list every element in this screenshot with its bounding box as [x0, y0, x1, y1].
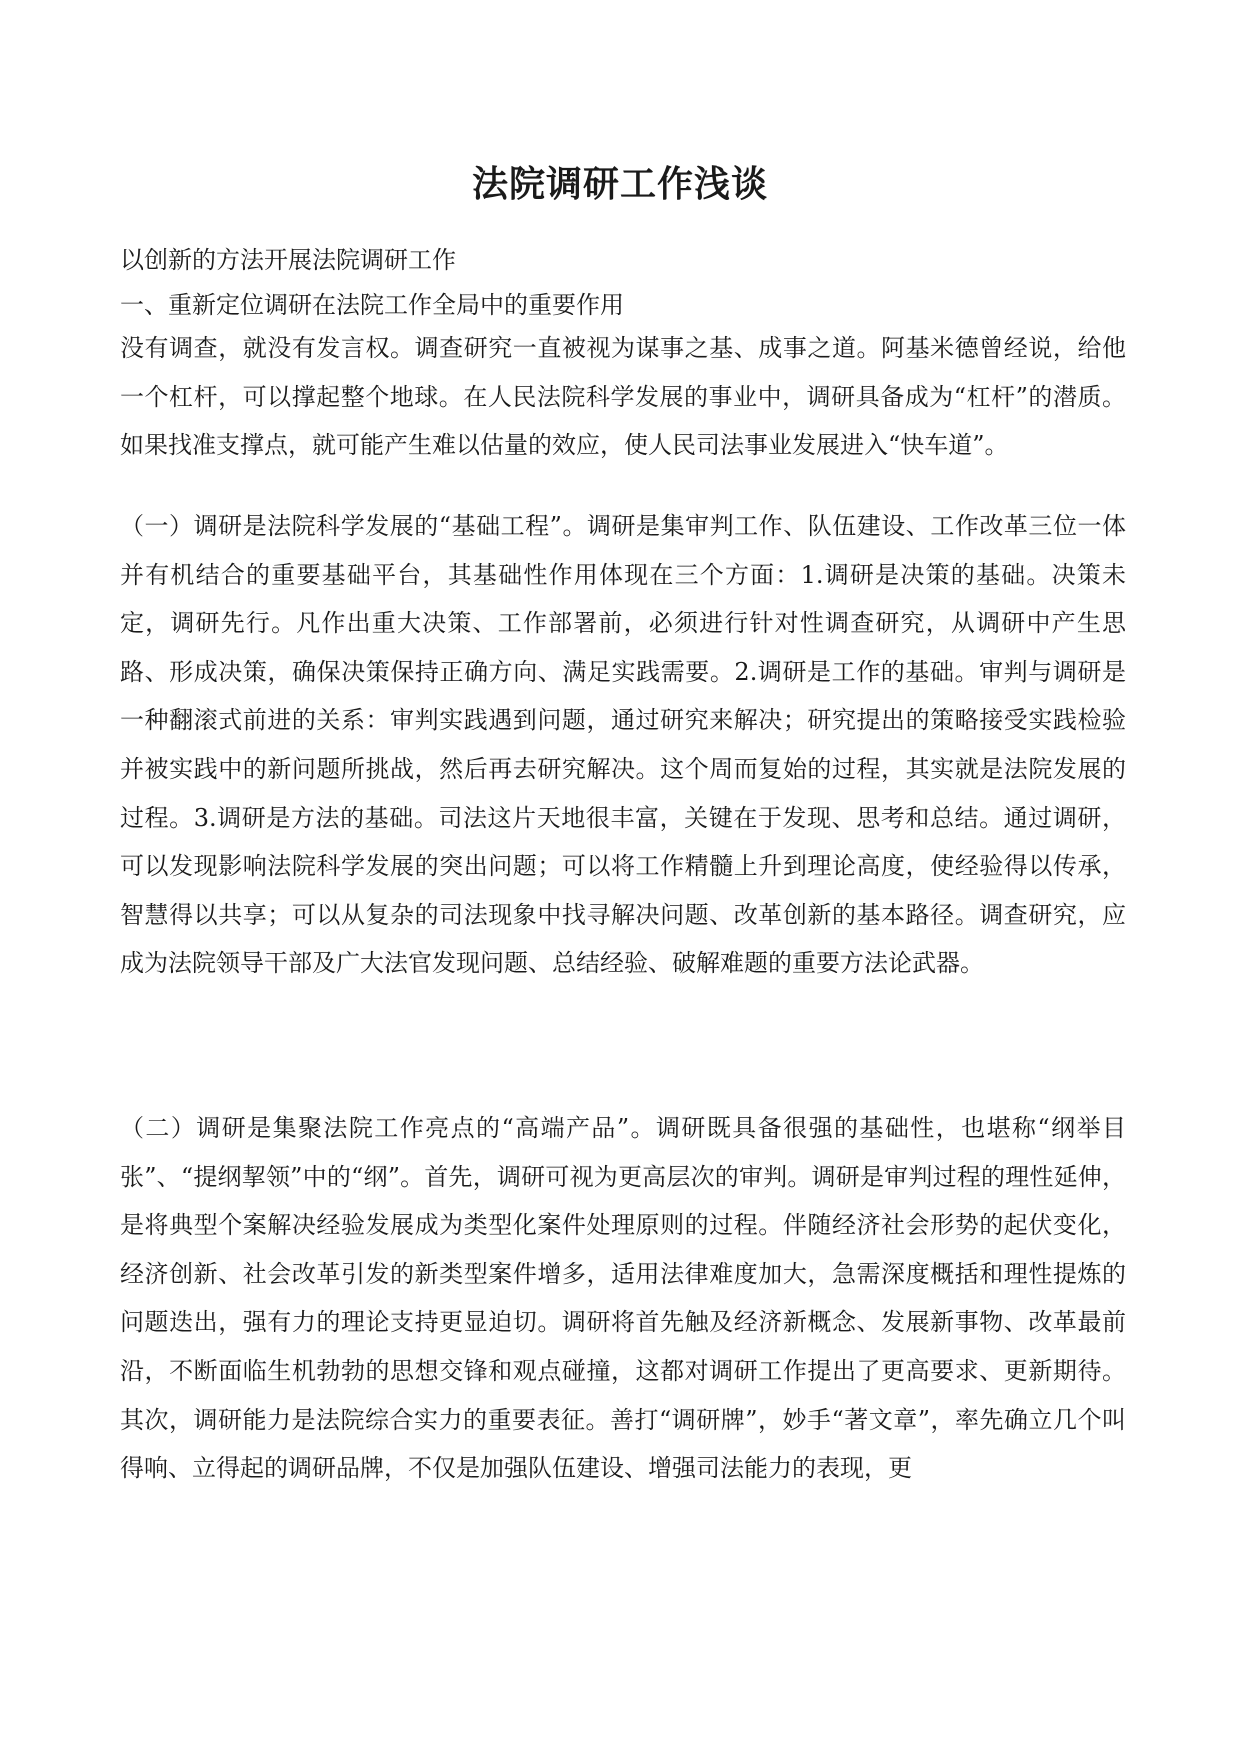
document-subtitle: 以创新的方法开展法院调研工作 — [120, 246, 456, 274]
paragraph-intro: 没有调查，就没有发言权。调查研究一直被视为谋事之基、成事之道。阿基米德曾经说，给他一个杠杆，可以撑起整个地球。在人民法院科学发展的事业中，调研具备成为“杠杆”的潜质。如果找准支撑点，就可能产生难以估量的效应，使人民司法事业发展进入“快车道”。 — [120, 334, 1126, 460]
paragraph-section-two: （二）调研是集聚法院工作亮点的“高端产品”。调研既具备很强的基础性，也堪称“纲举目张”、“提纲挈领”中的“纲”。首先，调研可视为更高层次的审判。调研是审判过程的理性延伸，是将典型个案解决经验发展成为类型化案件处理原则的过程。伴随经济社会形势的起伏变化，经济创新、社会改革引发的新类型案件增多，适用法律难度加大，急需深度概括和理性提炼的问题迭出，强有力的理论支持更显迫切。调研将首先触及经济新概念、发展新事物、改革最前沿，不断面临生机勃勃的思想交锋和观点碰撞，这都对调研工作提出了更高要求、更新期待。其次，调研能力是法院综合实力的重要表征。善打“调研牌”，妙手“著文章”，率先确立几个叫得响、立得起的调研品牌，不仅是加强队伍建设、增强司法能力的表现，更 — [120, 1114, 1126, 1483]
paragraph-section-one: （一）调研是法院科学发展的“基础工程”。调研是集审判工作、队伍建设、工作改革三位一体并有机结合的重要基础平台，其基础性作用体现在三个方面：1.调研是决策的基础。决策未定，调研先行。凡作出重大决策、工作部署前，必须进行针对性调查研究，从调研中产生思路、形成决策，确保决策保持正确方向、满足实践需要。2.调研是工作的基础。审判与调研是一种翻滚式前进的关系：审判实践遇到问题，通过研究来解决；研究提出的策略接受实践检验并被实践中的新问题所挑战，然后再去研究解决。这个周而复始的过程，其实就是法院发展的过程。3.调研是方法的基础。司法这片天地很丰富，关键在于发现、思考和总结。通过调研，可以发现影响法院科学发展的突出问题；可以将工作精髓上升到理论高度，使经验得以传承，智慧得以共享；可以从复杂的司法现象中找寻解决问题、改革创新的基本路径。调查研究，应成为法院领导干部及广大法官发现问题、总结经验、破解难题的重要方法论武器。 — [120, 512, 1126, 978]
section-heading: 一、重新定位调研在法院工作全局中的重要作用 — [120, 291, 624, 319]
document-title: 法院调研工作浅谈 — [471, 163, 768, 205]
